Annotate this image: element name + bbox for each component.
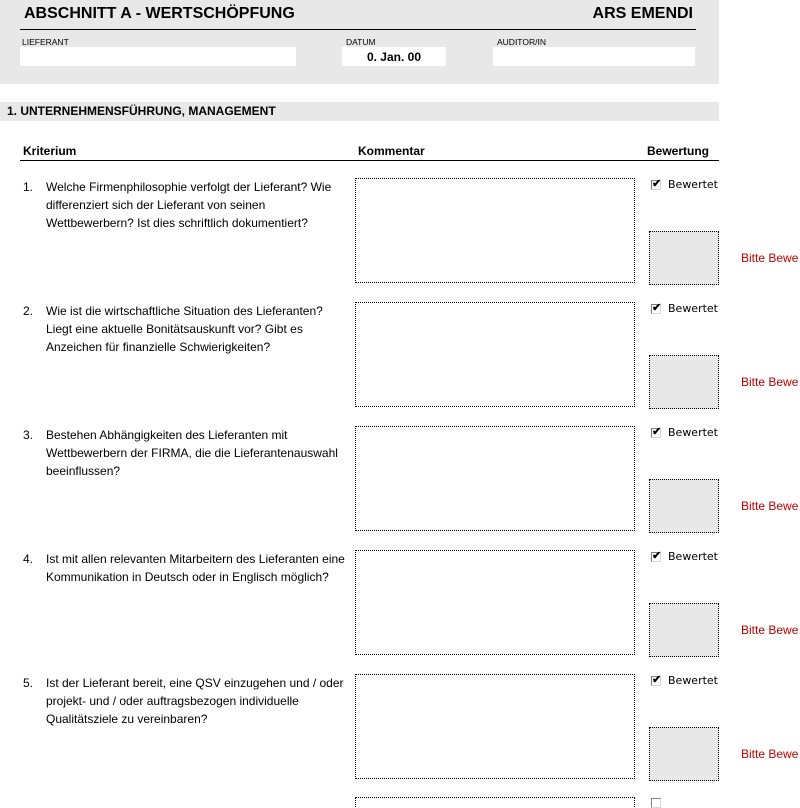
criteria-number: 1. <box>23 180 34 194</box>
brand-name: ARS EMENDI <box>592 5 693 22</box>
criteria-question: Wie ist die wirtschaftliche Situation des Lieferanten? Liegt eine aktuelle Bonitätsauskunft vor? Gibt es Anzeichen für finanzielle Schwierigkeiten? <box>46 304 323 354</box>
datum-field[interactable] <box>342 47 446 66</box>
rating-hint: Bitte Bewe <box>741 251 799 265</box>
checkmark-icon: ✔ <box>652 178 662 190</box>
page-title: ABSCHNITT A - WERTSCHÖPFUNG <box>24 5 295 22</box>
rated-checkbox[interactable] <box>651 304 661 314</box>
comment-input[interactable] <box>355 426 635 531</box>
comment-input[interactable] <box>355 302 635 407</box>
rating-hint: Bitte Bewe <box>741 747 799 761</box>
lieferant-field[interactable] <box>20 47 296 66</box>
datum-label: DATUM <box>346 37 376 47</box>
rating-input[interactable] <box>649 231 719 285</box>
rating-hint: Bitte Bewe <box>741 499 799 513</box>
column-header-kommentar: Kommentar <box>358 144 425 158</box>
rating-hint: Bitte Bewe <box>741 375 799 389</box>
rated-checkbox[interactable] <box>651 428 661 438</box>
rated-checkbox-label[interactable]: Bewertet <box>668 178 718 191</box>
comment-input[interactable] <box>355 178 635 283</box>
column-header-divider <box>20 160 719 161</box>
criteria-number: 3. <box>23 428 34 442</box>
header-divider <box>20 29 696 30</box>
checkmark-icon: ✔ <box>652 550 662 562</box>
rated-checkbox-label[interactable]: Bewertet <box>668 550 718 563</box>
lieferant-label: LIEFERANT <box>22 37 69 47</box>
rated-checkbox-label[interactable]: Bewertet <box>668 674 718 687</box>
criteria-number: 2. <box>23 304 34 318</box>
rating-input[interactable] <box>649 355 719 409</box>
comment-input[interactable] <box>355 674 635 779</box>
rating-input[interactable] <box>649 727 719 781</box>
comment-box-partial[interactable] <box>355 797 635 807</box>
criteria-question: Ist mit allen relevanten Mitarbeitern des Lieferanten eine Kommunikation in Deutsch oder in Englisch möglich? <box>46 552 345 584</box>
rated-checkbox-label[interactable]: Bewertet <box>668 426 718 439</box>
auditor-field[interactable] <box>493 47 695 66</box>
criteria-number: 4. <box>23 552 34 566</box>
criteria-number: 5. <box>23 676 34 690</box>
rating-input[interactable] <box>649 603 719 657</box>
checkmark-icon: ✔ <box>652 674 662 686</box>
criteria-question: Welche Firmenphilosophie verfolgt der Lieferant? Wie differenziert sich der Lieferant von seinen Wettbewerbern? Ist dies schriftlich dokumentiert? <box>46 180 332 230</box>
rated-checkbox[interactable] <box>651 180 661 190</box>
column-header-kriterium: Kriterium <box>23 144 77 158</box>
section-title: 1. UNTERNEHMENSFÜHRUNG, MANAGEMENT <box>7 104 276 118</box>
criteria-question: Ist der Lieferant bereit, eine QSV einzugehen und / oder projekt- und / oder auftragsbezogen individuelle Qualitätsziele zu vereinbaren? <box>46 676 344 726</box>
checkmark-icon: ✔ <box>652 302 662 314</box>
rated-checkbox-label[interactable]: Bewertet <box>668 302 718 315</box>
auditor-label: AUDITOR/IN <box>497 37 546 47</box>
column-header-bewertung: Bewertung <box>647 144 710 158</box>
comment-input[interactable] <box>355 550 635 655</box>
rated-checkbox[interactable] <box>651 676 661 686</box>
rated-checkbox[interactable] <box>651 552 661 562</box>
rating-input[interactable] <box>649 479 719 533</box>
rating-hint: Bitte Bewe <box>741 623 799 637</box>
criteria-question: Bestehen Abhängigkeiten des Lieferanten mit Wettbewerbern der FIRMA, die die Lieferantenauswahl beeinflussen? <box>46 428 338 478</box>
checkmark-icon: ✔ <box>652 426 662 438</box>
